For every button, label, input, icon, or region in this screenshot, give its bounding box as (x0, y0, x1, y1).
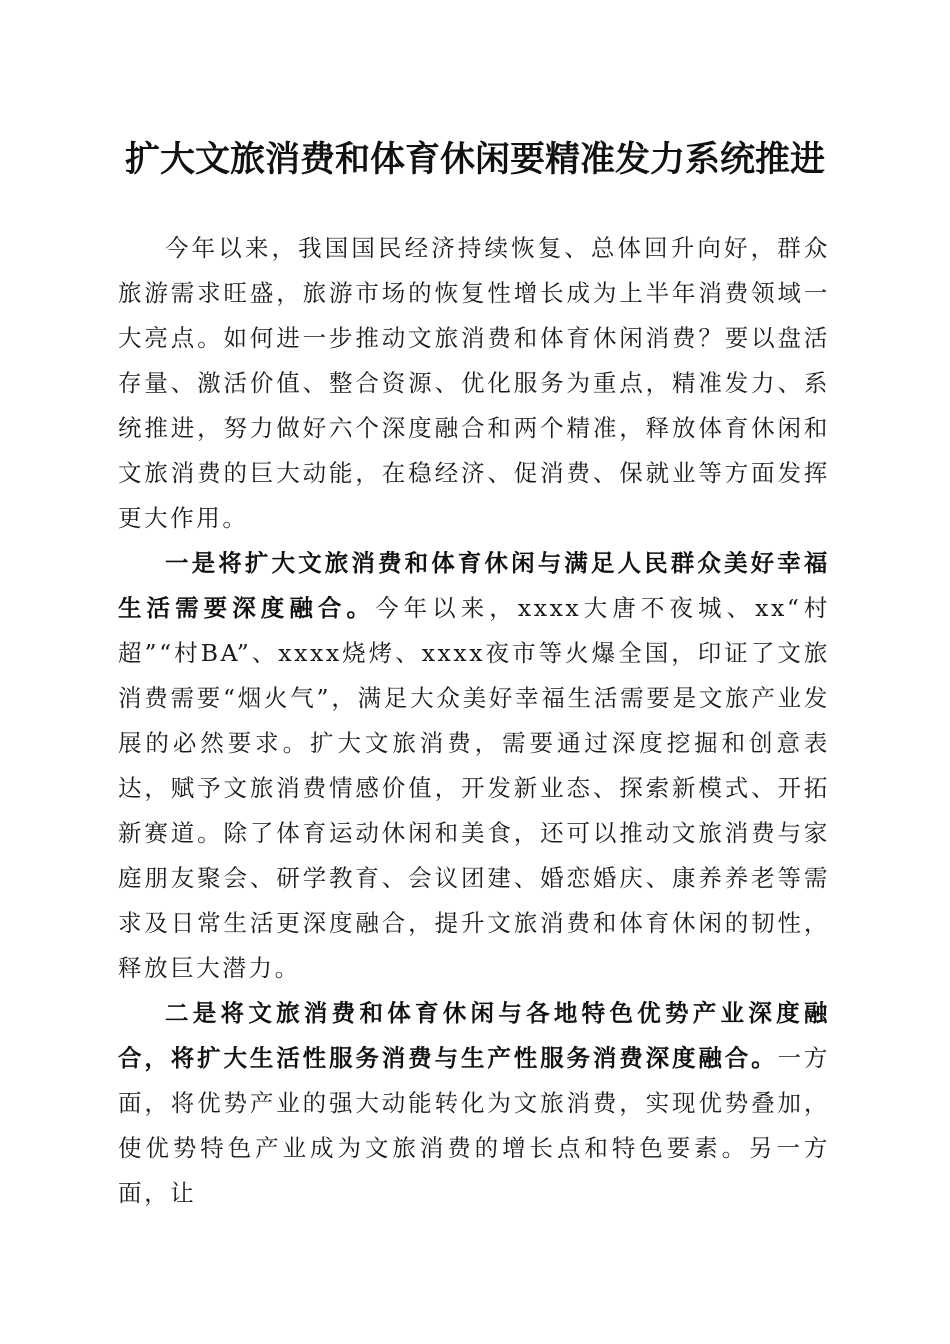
document-body (118, 226, 830, 1216)
paragraph-point-two-text: 一方面，将优势产业的强大动能转化为文旅消费，实现优势叠加，使优势特色产业成为文旅消费的增长点和特色要素。另一方面，让 (118, 1044, 830, 1207)
paragraph-point-two-lead: 二是将文旅消费和体育休闲与各地特色优势产业深度融合，将扩大生活性服务消费与生产性服务消费深度融合。 (118, 999, 830, 1072)
paragraph-intro-text: 今年以来，我国国民经济持续恢复、总体回升向好，群众旅游需求旺盛，旅游市场的恢复性增长成为上半年消费领域一大亮点。如何进一步推动文旅消费和体育休闲消费？要以盘活存量、激活价值、整合资源、优化服务为重点，精准发力、系统推进，努力做好六个深度融合和两个精准，释放体育休闲和文旅消费的巨大动能，在稳经济、促消费、保就业等方面发挥更大作用。 (118, 234, 830, 532)
paragraph-point-two (118, 991, 830, 1216)
paragraph-point-one-lead: 一是将扩大文旅消费和体育休闲与满足人民群众美好幸福生活需要深度融合。 (118, 549, 830, 622)
paragraph-point-one-text: 今年以来，xxxx大唐不夜城、xx“村超”“村BA”、xxxx烧烤、xxxx夜市等火爆全国，印证了文旅消费需要“烟火气”，满足大众美好幸福生活需要是文旅产业发展的必然要求。扩大文旅消费，需要通过深度挖掘和创意表达，赋予文旅消费情感价值，开发新业态、探索新模式、开拓新赛道。除了体育运动休闲和美食，还可以推动文旅消费与家庭朋友聚会、研学教育、会议团建、婚恋婚庆、康养养老等需求及日常生活更深度融合，提升文旅消费和体育休闲的韧性，释放巨大潜力。 (118, 594, 830, 982)
paragraph-point-one (118, 541, 830, 991)
paragraph-intro (118, 226, 830, 541)
document-title: 扩大文旅消费和体育休闲要精准发力系统推进 (124, 139, 825, 180)
